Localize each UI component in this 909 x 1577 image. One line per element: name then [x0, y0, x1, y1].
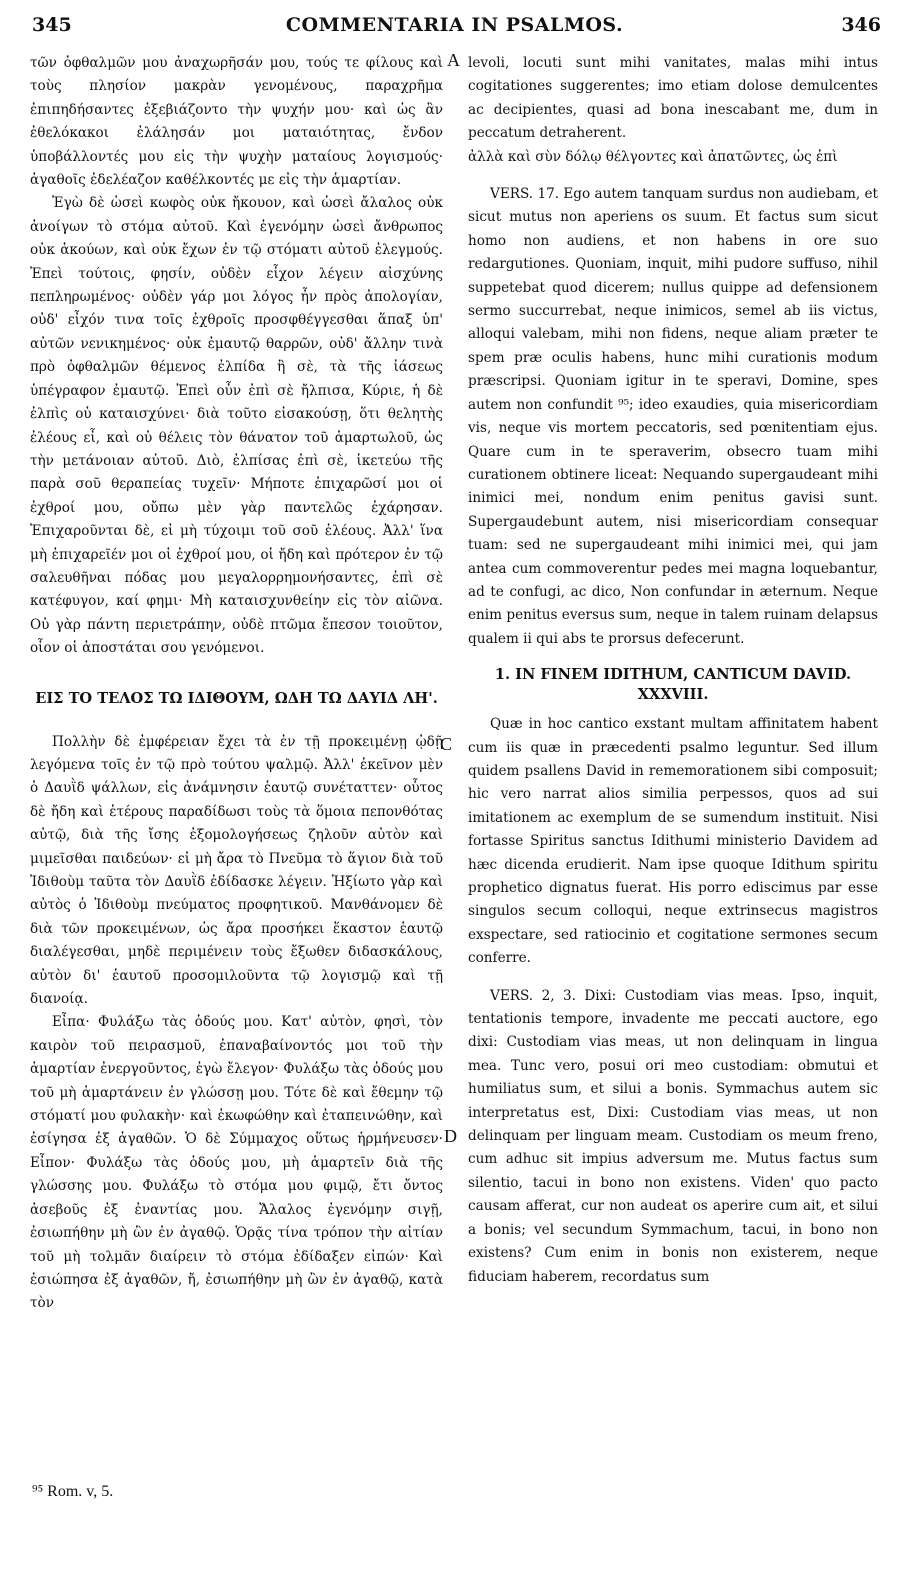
greek-psalm-heading: ΕΙΣ ΤΟ ΤΕΛΟΣ ΤΩ ΙΔΙΘΟΥΜ, ΩΔΗ ΤΩ ΔΑΥΙΔ ΛΗ'. — [35, 689, 438, 707]
greek-column — [30, 52, 443, 1316]
greek-paragraph: τῶν ὀφθαλμῶν μου ἀναχωρῆσάν μου, τούς τε φίλους καὶ τοὺς πλησίον μακρὰν γενομένους, παραχρῆμα ἐπιπηδήσαντες ἐξεβιάζοντο τὴν ψυχήν μου· καὶ ὡς ἂν ἐθελόκακοι ἐλάλησάν μοι ματαιότητας, ἔνδον ὑποβάλλοντές μου εἰς τὴν ψυχὴν ματαίους λογισμούς· ἀγαθοῖς ἐδελέαζον καθέλκοντές με εἰς τὴν ἁμαρτίαν. — [30, 55, 443, 189]
running-title: COMMENTARIA IN PSALMOS. — [285, 14, 624, 36]
latin-paragraph: VERS. 17. Ego autem tanquam surdus non audiebam, et sicut mutus non aperiens os suum. Et factus sum sicut homo non audiens, et non habens in ore suo redargutiones. Quoniam, inquit, mihi pudore suffuso, nihil suppetebat quod dicerem; nullus quippe ad defensionem sermo succurrebat, neque inimicos, semel ab iis victus, alloqui valebam, mihi non fidens, neque aliam præter te spem præ oculis habens, hunc mihi curationis modum præscripsi. Quoniam igitur in te speravi, Domine, spes autem non confundit ⁹⁵; ideo exaudies, quia misericordiam vis, neque vis mortem peccatoris, sed pœnitentiam ejus. Quare cum in te speraverim, obsecro tuam mihi curationem obtinere liceat: Nequando supergaudeant mihi inimici mei, nondum enim penitus gavisi sunt. Supergaudebunt autem, nisi misericordiam consequar tuam: sed ne supergaudeant mihi inimici mei, qui jam antea cum commoverentur pedes mei magna loquebantur, ad te confugi, ac dico, Non confundar in æternum. Neque enim penitus eversus sum, neque in talem ruinam delapsus qualem ii qui abs te prorsus defecerunt. — [468, 186, 878, 647]
latin-paragraph: Quæ in hoc cantico exstant multam affinitatem habent cum iis quæ in præcedenti psalmo leguntur. Sed illum quidem psallens David in rememorationem sibi composuit; hic vero narrat alios similia perpessos, quos ad sui imitationem ac exemplum de se sumendum instituit. Nisi fortasse Spiritus sanctus Idithumi ministerio Davidem ad hæc dicenda erudierit. Nam ipse quoque Idithum spiritu prophetico dignatus fuerat. His porro ediscimus par esse singulos secum colloqui, neque extrinsecus magistros exspectare, sed ratiocinio et cogitatione sermones secum conferre. — [468, 716, 878, 967]
greek-paragraph: Ἐγὼ δὲ ὡσεὶ κωφὸς οὐκ ἤκουον, καὶ ὡσεὶ ἄλαλος οὐκ ἀνοίγων τὸ στόμα αὐτοῦ. Καὶ ἐγενόμην ὡσεὶ ἄνθρωπος οὐκ ἀκούων, καὶ οὐκ ἔχων ἐν τῷ στόματι αὐτοῦ ἐλεγμούς. Ἐπεὶ τούτοις, φησίν, οὐδὲν εἶχον λέγειν αἰσχύνης πεπληρωμένος· οὐδὲν γάρ μοι λόγος ἦν πρὸς ἀπολογίαν, οὐδ' εἶχόν τινα τοῖς ἐχθροῖς προσφθέγγεσθαι ἅπαξ ὑπ' αὐτῶν νενικημένος· οὐκ ἐμαυτῷ θαρρῶν, οὐδ' ἄλλην τινὰ πρὸ ὀφθαλμῶν θέμενος ἐλπίδα ἢ σὲ, τὰ τῆς ἰάσεως ὑπέγραφον ἐμαυτῷ. Ἐπεὶ οὖν ἐπὶ σὲ ἤλπισα, Κύριε, ἡ δὲ ἐλπὶς οὐ καταισχύνει· διὰ τοῦτο εἰσακούσῃ, ὅτι θελητὴς ἐλέους εἶ, καὶ οὐ θέλεις τὸν θάνατον τοῦ ἁμαρτωλοῦ, ὡς τὴν μετάνοιαν αὐτοῦ. Διὸ, ἐλπίσας ἐπὶ σὲ, ἱκετεύω τῆς παρὰ σοῦ θεραπείας τυχεῖν· Μήποτε ἐπιχαρῶσί μοι οἱ ἐχθροί μου, οὔπω μὲν γὰρ παντελῶς ἐχάρησαν. Ἐπιχαροῦνται δὲ, εἰ μὴ τύχοιμι τοῦ σοῦ ἐλέους. Ἀλλ' ἵνα μὴ ἐπιχαρεῖέν μοι οἱ ἐχθροί μου, οἱ ἤδη καὶ πρότερον ἐν τῷ σαλευθῆναι πόδας μου μεγαλορρημονήσαντες, ἐπὶ σὲ κατέφυγον, καί φημι· Μὴ καταισχυνθείην εἰς τὸν αἰῶνα. Οὐ γὰρ πάντη περιετράπην, οὐδὲ πτῶμα ἔπεσον τοιοῦτον, οἷον οἱ ἀποστάται σου γενόμενοι. — [30, 195, 443, 657]
running-header — [0, 14, 909, 44]
latin-psalm-number: XXXVIII. — [637, 686, 709, 704]
page-number-left: 345 — [32, 14, 72, 36]
greek-continuation-line: ἀλλὰ καὶ σὺν δόλῳ θέλγοντες καὶ ἀπατῶντες, ὡς ἐπὶ — [468, 148, 838, 165]
margin-marker-d: D — [444, 1126, 457, 1146]
margin-marker-a: A — [447, 50, 460, 70]
greek-paragraph: Εἶπα· Φυλάξω τὰς ὁδούς μου. Κατ' αὐτὸν, φησὶ, τὸν καιρὸν τοῦ πειρασμοῦ, ἐπαναβαίνοντός μοι τοῦ τὴν ἁμαρτίαν ἐνεργοῦντος, ἐγὼ ἔλεγον· Φυλάξω τὰς ὁδούς μου τοῦ μὴ ἁμαρτάνειν ἐν γλώσσῃ μου. Τότε δὲ καὶ ἔθεμην τῷ στόματί μου φυλακὴν· καὶ ἐκωφώθην καὶ ἐταπεινώθην, καὶ ἐσίγησα ἐξ ἀγαθῶν. Ὁ δὲ Σύμμαχος οὕτως ἡρμήνευσεν· Εἶπον· Φυλάξω τὰς ὁδούς μου, μὴ ἁμαρτεῖν διὰ τῆς γλώσσης μου. Φυλάξω τὸ στόμα μου φιμῷ, ἔτι ὄντος ἀσεβοῦς ἐξ ἐναντίας μου. Ἄλαλος ἐγενόμην σιγῇ, ἐσιωπήθην μὴ ὢν ἐν ἀγαθῷ. Ὁρᾷς τίνα τρόπον τὴν αἰτίαν τοῦ μὴ τολμᾶν διαίρειν τὸ στόμα ἐδίδαξεν εἰπών· Καὶ ἐσιώπησα ἐξ ἀγαθῶν, ἤ, ἐσιωπήθην μὴ ὢν ἐν ἀγαθῷ, κατὰ τὸν — [30, 1014, 443, 1312]
footnote: ⁹⁵ Rom. v, 5. — [32, 1483, 114, 1500]
margin-marker-c: C — [440, 734, 453, 754]
latin-psalm-heading: 1. IN FINEM IDITHUM, CANTICUM DAVID. — [494, 666, 852, 684]
latin-column — [468, 52, 878, 1289]
latin-paragraph: levoli, locuti sunt mihi vanitates, malas mihi intus cogitationes suggerentes; imo etiam dolose demulcentes ac decipientes, quasi ad bona inescabant me, dum in peccatum detraherent. — [468, 55, 878, 142]
greek-paragraph: Πολλὴν δὲ ἐμφέρειαν ἔχει τὰ ἐν τῇ προκειμένῃ ᾠδῇ λεγόμενα τοῖς ἐν τῷ πρὸ τούτου ψαλμῷ. Ἀλλ' ἐκεῖνον μὲν ὁ Δαυῒδ ψάλλων, εἰς ἀνάμνησιν ἑαυτῷ συνέταττεν· οὗτος δὲ ἤδη καὶ ἑτέρους παραδίδωσι τοὺς τὰ ὅμοια πεπονθότας αὐτῷ, διὰ τῆς ἴσης ἐξομολογήσεως ζηλοῦν αὐτὸν καὶ μιμεῖσθαι παιδεύων· εἰ μὴ ἄρα τὸ Πνεῦμα τὸ ἅγιον διὰ τοῦ Ἰδιθοὺμ ταῦτα τὸν Δαυῒδ ἐδίδασκε λέγειν. Ἠξίωτο γὰρ καὶ αὐτὸς ὁ Ἰδιθοὺμ πνεύματος προφητικοῦ. Μανθάνομεν δὲ διὰ τῶν προκειμένων, ὡς ἄρα προσήκει ἕκαστον ἑαυτῷ διαλέγεσθαι, μηδὲ περιμένειν τοὺς ἔξωθεν διδασκάλους, αὐτὸν δι' ἑαυτοῦ προσομιλοῦντα τῷ λογισμῷ καὶ τῇ διανοίᾳ. — [30, 733, 443, 1008]
latin-paragraph: VERS. 2, 3. Dixi: Custodiam vias meas. Ipso, inquit, tentationis tempore, invadente me peccati auctore, ego dixi: Custodiam vias meas, ut non delinquam in lingua mea. Tunc vero, posui ori meo custodiam: obmutui et humiliatus sum, et silui a bonis. Symmachus autem sic interpretatus est, Dixi: Custodiam vias meas, ut non delinquam per linguam meam. Custodiam os meum freno, cum adhuc sit impius adversum me. Mutus factus sum silentio, tacui in bono non existens. Viden' quo pacto causam afferat, cur non audeat os aperire cum ait, et silui a bonis; vel secundum Symmachum, tacui, in bono non existens? Cum enim in bonis non existerem, neque fiduciam haberem, recordatus sum — [468, 987, 878, 1285]
page-number-right: 346 — [841, 14, 881, 36]
